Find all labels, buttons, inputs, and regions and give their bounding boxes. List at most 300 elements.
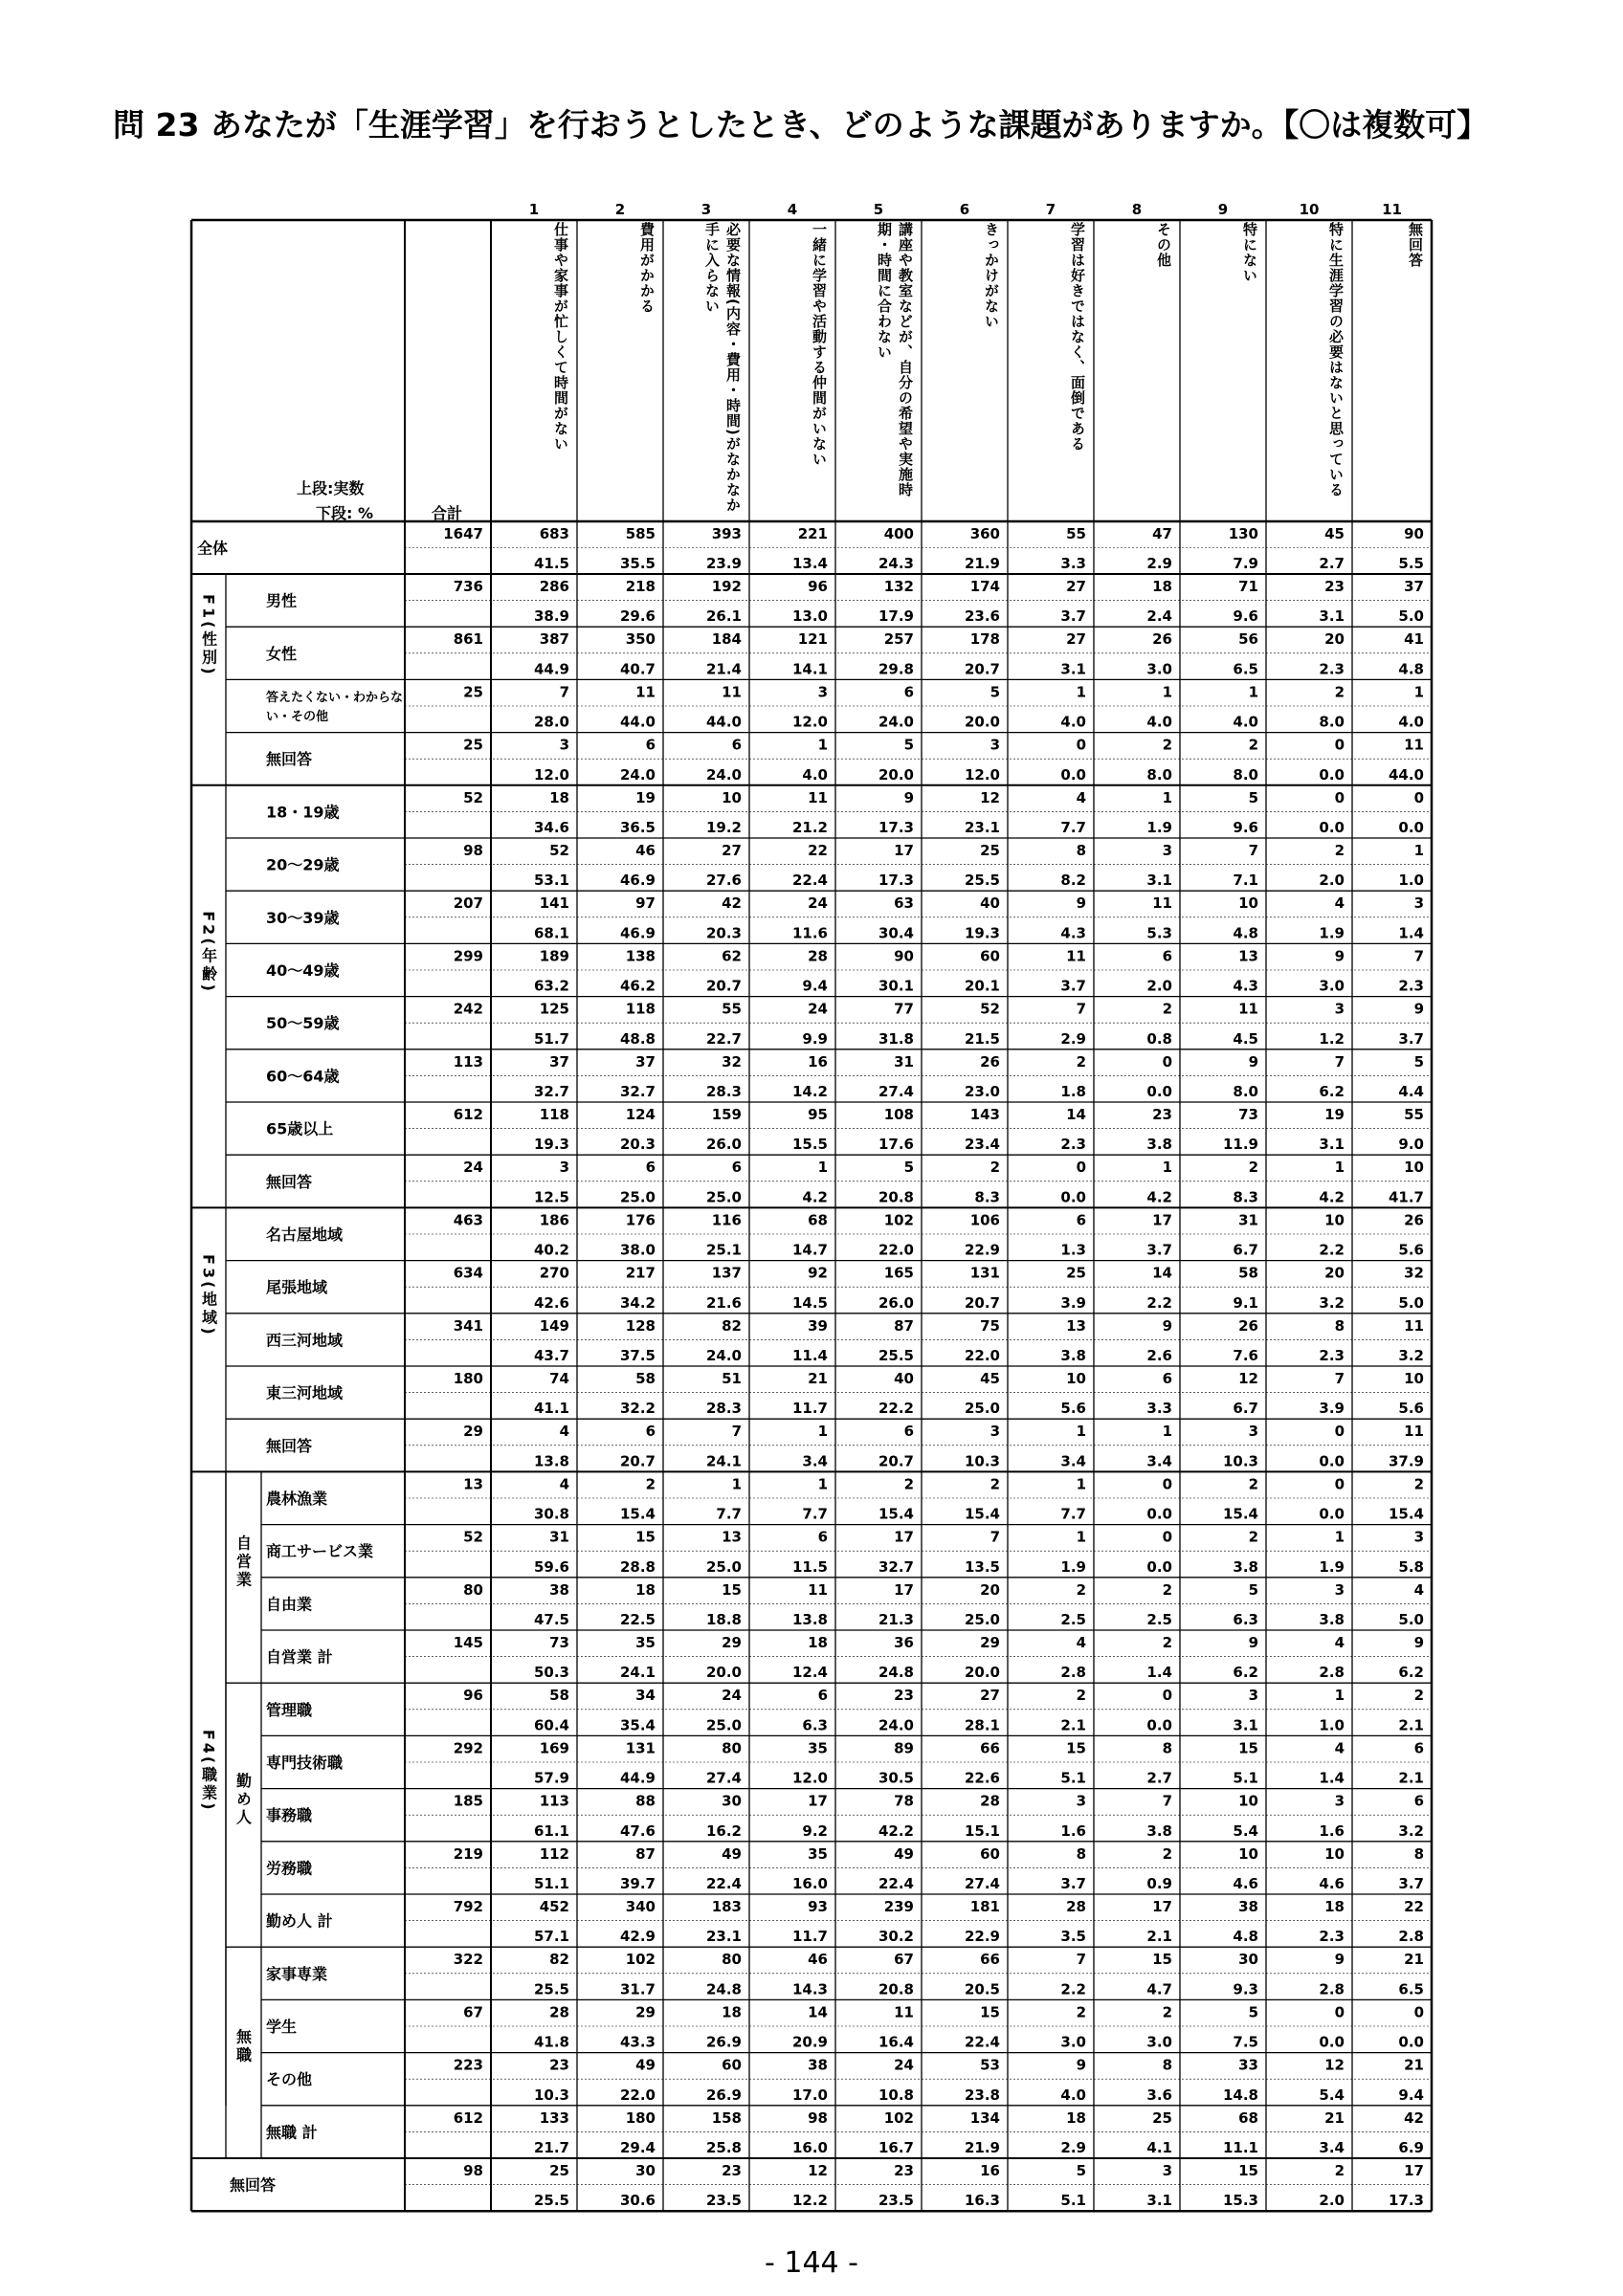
percent-value: 25.0 — [705, 1188, 742, 1206]
percent-value: 42.2 — [878, 1821, 914, 1840]
count-value: 71 — [1238, 578, 1258, 595]
count-value: 0 — [1076, 1159, 1086, 1177]
percent-value: 6.5 — [1233, 660, 1258, 678]
count-value: 11 — [1404, 1423, 1424, 1441]
count-value: 35 — [808, 1844, 828, 1863]
percent-value: 2.3 — [1319, 660, 1345, 678]
count-value: 8 — [1334, 1316, 1345, 1335]
percent-value: 3.6 — [1146, 2086, 1172, 2104]
count-value: 33 — [1238, 2056, 1258, 2074]
percent-value: 43.3 — [619, 2033, 656, 2051]
count-value: 23 — [1152, 1106, 1172, 1123]
percent-value: 25.1 — [705, 1241, 742, 1259]
percent-value: 25.5 — [878, 1347, 914, 1364]
count-value: 17 — [1152, 1211, 1172, 1229]
count-value: 2 — [645, 1475, 656, 1493]
percent-value: 22.9 — [964, 1928, 1000, 1946]
percent-value: 6.2 — [1398, 1664, 1424, 1682]
count-value: 130 — [1228, 525, 1258, 542]
row-label: 勤め人 計 — [266, 1911, 333, 1931]
percent-value: 27.4 — [964, 1875, 1000, 1892]
count-value: 25 — [1066, 1264, 1086, 1282]
percent-value: 24.0 — [705, 1347, 742, 1364]
percent-value: 21.6 — [705, 1293, 742, 1312]
percent-value: 14.2 — [791, 1083, 828, 1100]
percent-value: 21.5 — [964, 1029, 1000, 1048]
count-value: 23 — [549, 2056, 569, 2074]
percent-value: 1.4 — [1146, 1664, 1172, 1682]
count-value: 257 — [883, 630, 914, 649]
count-value: 108 — [883, 1106, 914, 1123]
percent-value: 5.8 — [1398, 1557, 1424, 1576]
count-value: 87 — [894, 1316, 914, 1335]
percent-value: 15.4 — [878, 1505, 914, 1523]
total-value: 736 — [453, 578, 483, 595]
stub-header-lower: 下段: % — [316, 504, 374, 522]
percent-value: 0.0 — [1319, 1505, 1345, 1523]
percent-value: 3.4 — [1060, 1452, 1086, 1470]
percent-value: 20.0 — [964, 1664, 1000, 1682]
percent-value: 13.4 — [791, 555, 828, 572]
percent-value: 15.5 — [791, 1136, 828, 1154]
count-value: 90 — [1404, 525, 1424, 542]
count-value: 1 — [1334, 1159, 1345, 1177]
count-value: 52 — [549, 842, 569, 859]
count-value: 27 — [1066, 630, 1086, 649]
percent-value: 22.0 — [619, 2086, 656, 2104]
count-value: 4 — [1334, 1739, 1345, 1757]
row-label: 60〜64歳 — [266, 1067, 340, 1086]
count-value: 1 — [817, 1475, 828, 1493]
count-value: 13 — [722, 1528, 742, 1546]
count-value: 23 — [894, 2162, 914, 2179]
count-value: 40 — [980, 894, 1000, 913]
percent-value: 9.3 — [1233, 1980, 1258, 1998]
count-value: 87 — [635, 1844, 656, 1863]
count-value: 180 — [625, 2108, 656, 2127]
percent-value: 21.9 — [964, 555, 1000, 572]
count-value: 10 — [1238, 1792, 1258, 1810]
percent-value: 3.4 — [1146, 1452, 1172, 1470]
count-value: 60 — [722, 2056, 742, 2074]
percent-value: 13.0 — [791, 607, 828, 626]
percent-value: 30.1 — [878, 977, 914, 995]
percent-value: 41.5 — [533, 555, 569, 572]
count-value: 10 — [722, 788, 742, 806]
total-value: 185 — [453, 1792, 483, 1810]
percent-value: 10.3 — [1222, 1452, 1258, 1470]
percent-value: 4.7 — [1146, 1980, 1172, 1998]
percent-value: 28.0 — [533, 713, 569, 731]
percent-value: 46.9 — [619, 872, 656, 890]
percent-value: 25.0 — [619, 1188, 656, 1206]
percent-value: 4.8 — [1233, 1928, 1258, 1946]
count-value: 3 — [1248, 1687, 1258, 1705]
percent-value: 57.9 — [533, 1769, 569, 1787]
percent-value: 26.0 — [878, 1293, 914, 1312]
percent-value: 23.8 — [964, 2086, 1000, 2104]
percent-value: 5.4 — [1233, 1821, 1258, 1840]
count-value: 90 — [894, 947, 914, 965]
percent-value: 0.0 — [1319, 2033, 1345, 2051]
percent-value: 4.0 — [1398, 713, 1424, 731]
percent-value: 0.8 — [1146, 1029, 1172, 1048]
count-value: 5 — [1248, 2003, 1258, 2021]
count-value: 5 — [1248, 1580, 1258, 1599]
percent-value: 28.3 — [705, 1400, 742, 1418]
percent-value: 24.0 — [878, 713, 914, 731]
count-value: 26 — [1238, 1316, 1258, 1335]
percent-value: 3.7 — [1060, 607, 1086, 626]
count-value: 14 — [1152, 1264, 1172, 1282]
count-value: 2 — [1162, 1000, 1172, 1018]
percent-value: 8.0 — [1146, 765, 1172, 784]
total-value: 634 — [453, 1264, 483, 1282]
percent-value: 9.1 — [1233, 1293, 1258, 1312]
count-value: 2 — [1162, 1580, 1172, 1599]
percent-value: 3.7 — [1398, 1875, 1424, 1892]
percent-value: 3.4 — [1319, 2139, 1345, 2156]
percent-value: 4.0 — [802, 765, 828, 784]
percent-value: 48.8 — [619, 1029, 656, 1048]
percent-value: 10.8 — [878, 2086, 914, 2104]
percent-value: 11.7 — [791, 1400, 828, 1418]
count-value: 49 — [722, 1844, 742, 1863]
count-value: 46 — [808, 1951, 828, 1969]
percent-value: 20.7 — [619, 1452, 656, 1470]
row-label: 無回答 — [266, 1172, 313, 1191]
percent-value: 24.0 — [619, 765, 656, 784]
count-value: 39 — [808, 1316, 828, 1335]
count-value: 3 — [817, 683, 828, 701]
stub-header-upper: 上段:実数 — [297, 479, 365, 497]
percent-value: 39.7 — [619, 1875, 656, 1892]
percent-value: 20.7 — [705, 977, 742, 995]
count-value: 25 — [549, 2162, 569, 2179]
count-value: 60 — [980, 1844, 1000, 1863]
percent-value: 7.7 — [716, 1505, 742, 1523]
count-value: 270 — [539, 1264, 569, 1282]
count-value: 25 — [980, 842, 1000, 859]
group-label: F4(職業) — [199, 1729, 218, 1813]
percent-value: 27.6 — [705, 872, 742, 890]
percent-value: 24.3 — [878, 555, 914, 572]
count-value: 49 — [894, 1844, 914, 1863]
count-value: 58 — [1238, 1264, 1258, 1282]
percent-value: 4.8 — [1398, 660, 1424, 678]
count-value: 58 — [549, 1687, 569, 1705]
column-header: 一緒に学習や活動する仲間がいない — [811, 222, 828, 467]
percent-value: 26.9 — [705, 2033, 742, 2051]
count-value: 77 — [894, 1000, 914, 1018]
count-value: 80 — [722, 1951, 742, 1969]
row-label: 専門技術職 — [266, 1754, 344, 1772]
percent-value: 8.2 — [1060, 872, 1086, 890]
percent-value: 1.6 — [1060, 1821, 1086, 1840]
count-value: 3 — [1162, 2162, 1172, 2179]
count-value: 12 — [1324, 2056, 1345, 2074]
percent-value: 32.7 — [533, 1083, 569, 1100]
percent-value: 23.5 — [878, 2192, 914, 2210]
percent-value: 16.0 — [791, 2139, 828, 2156]
count-value: 0 — [1334, 1475, 1345, 1493]
percent-value: 2.8 — [1398, 1928, 1424, 1946]
count-value: 7 — [1162, 1792, 1172, 1810]
percent-value: 15.4 — [619, 1505, 656, 1523]
row-label: 65歳以上 — [266, 1119, 334, 1138]
count-value: 6 — [731, 736, 742, 754]
row-label: 事務職 — [266, 1806, 313, 1825]
percent-value: 8.3 — [1233, 1188, 1258, 1206]
percent-value: 20.8 — [878, 1980, 914, 1998]
count-value: 27 — [722, 842, 742, 859]
count-value: 4 — [1334, 1634, 1345, 1651]
count-value: 80 — [722, 1739, 742, 1757]
count-value: 11 — [894, 2003, 914, 2021]
percent-value: 22.5 — [619, 1611, 656, 1628]
percent-value: 51.1 — [533, 1875, 569, 1892]
count-value: 11 — [722, 683, 742, 701]
count-value: 31 — [1238, 1211, 1258, 1229]
column-header: 必要な情報(内容・費用・時間)がなかなか手に入らない — [703, 222, 742, 513]
percent-value: 2.1 — [1398, 1769, 1424, 1787]
count-value: 1 — [1334, 1528, 1345, 1546]
count-value: 239 — [883, 1898, 914, 1915]
percent-value: 11.5 — [791, 1557, 828, 1576]
total-value: 180 — [453, 1370, 483, 1387]
percent-value: 15.4 — [1388, 1505, 1424, 1523]
percent-value: 2.3 — [1319, 1928, 1345, 1946]
count-value: 24 — [894, 2056, 914, 2074]
percent-value: 2.8 — [1060, 1664, 1086, 1682]
count-value: 2 — [1076, 1580, 1086, 1599]
percent-value: 2.1 — [1060, 1716, 1086, 1734]
count-value: 3 — [559, 736, 569, 754]
column-number: 2 — [614, 201, 626, 218]
count-value: 6 — [645, 1423, 656, 1441]
row-label: 30〜39歳 — [266, 908, 340, 927]
percent-value: 15.4 — [1222, 1505, 1258, 1523]
row-label: 自営業 計 — [266, 1647, 333, 1667]
percent-value: 0.0 — [1319, 1452, 1345, 1470]
count-value: 42 — [1404, 2108, 1424, 2127]
percent-value: 0.0 — [1060, 765, 1086, 784]
percent-value: 26.1 — [705, 607, 742, 626]
count-value: 0 — [1413, 2003, 1424, 2021]
percent-value: 12.0 — [791, 1769, 828, 1787]
count-value: 2 — [1334, 683, 1345, 701]
count-value: 68 — [1238, 2108, 1258, 2127]
count-value: 4 — [559, 1423, 569, 1441]
count-value: 2 — [1162, 1844, 1172, 1863]
percent-value: 26.0 — [705, 1136, 742, 1154]
percent-value: 7.9 — [1233, 555, 1258, 572]
count-value: 3 — [1248, 1423, 1258, 1441]
count-value: 3 — [559, 1159, 569, 1177]
total-value: 612 — [453, 2108, 483, 2127]
total-value: 612 — [453, 1106, 483, 1123]
count-value: 158 — [711, 2108, 742, 2127]
percent-value: 3.0 — [1060, 2033, 1086, 2051]
count-value: 13 — [1238, 947, 1258, 965]
count-value: 3 — [1334, 1000, 1345, 1018]
row-label: 無回答 — [230, 2175, 277, 2195]
row-label: その他 — [266, 2070, 313, 2089]
percent-value: 25.0 — [705, 1557, 742, 1576]
row-label: 学生 — [266, 2018, 298, 2036]
percent-value: 0.0 — [1146, 1716, 1172, 1734]
percent-value: 1.6 — [1319, 1821, 1345, 1840]
total-value: 861 — [453, 630, 483, 649]
percent-value: 11.7 — [791, 1928, 828, 1946]
percent-value: 34.6 — [533, 819, 569, 836]
percent-value: 25.5 — [533, 2192, 569, 2210]
percent-value: 25.0 — [705, 1716, 742, 1734]
percent-value: 2.0 — [1146, 977, 1172, 995]
count-value: 31 — [894, 1052, 914, 1071]
percent-value: 4.4 — [1398, 1083, 1424, 1100]
count-value: 35 — [808, 1739, 828, 1757]
percent-value: 30.4 — [878, 924, 914, 942]
count-value: 2 — [903, 1475, 914, 1493]
percent-value: 9.0 — [1398, 1136, 1424, 1154]
count-value: 15 — [1238, 2162, 1258, 2179]
count-value: 131 — [969, 1264, 1000, 1282]
count-value: 15 — [1152, 1951, 1172, 1969]
count-value: 13 — [1066, 1316, 1086, 1335]
count-value: 20 — [1324, 630, 1345, 649]
count-value: 18 — [549, 788, 569, 806]
count-value: 12 — [980, 788, 1000, 806]
count-value: 10 — [1238, 894, 1258, 913]
percent-value: 22.7 — [705, 1029, 742, 1048]
percent-value: 14.7 — [791, 1241, 828, 1259]
count-value: 138 — [625, 947, 656, 965]
percent-value: 20.3 — [619, 1136, 656, 1154]
count-value: 186 — [539, 1211, 569, 1229]
count-value: 82 — [549, 1951, 569, 1969]
percent-value: 29.8 — [878, 660, 914, 678]
count-value: 40 — [894, 1370, 914, 1387]
count-value: 30 — [635, 2162, 656, 2179]
count-value: 18 — [1324, 1898, 1345, 1915]
count-value: 15 — [980, 2003, 1000, 2021]
count-value: 176 — [625, 1211, 656, 1229]
total-value: 792 — [453, 1898, 483, 1915]
count-value: 28 — [980, 1792, 1000, 1810]
count-value: 22 — [1404, 1898, 1424, 1915]
count-value: 11 — [1238, 1000, 1258, 1018]
count-value: 7 — [1248, 842, 1258, 859]
count-value: 5 — [903, 736, 914, 754]
count-value: 11 — [1152, 894, 1172, 913]
percent-value: 1.2 — [1319, 1029, 1345, 1048]
count-value: 32 — [1404, 1264, 1424, 1282]
count-value: 9 — [1076, 2056, 1086, 2074]
count-value: 92 — [808, 1264, 828, 1282]
percent-value: 21.4 — [705, 660, 742, 678]
column-number: 5 — [873, 201, 884, 218]
count-value: 8 — [1413, 1844, 1424, 1863]
count-value: 11 — [808, 1580, 828, 1599]
count-value: 3 — [1413, 1528, 1424, 1546]
percent-value: 25.8 — [705, 2139, 742, 2156]
total-value: 113 — [453, 1052, 483, 1071]
percent-value: 4.3 — [1233, 977, 1258, 995]
count-value: 0 — [1334, 1423, 1345, 1441]
column-number: 9 — [1217, 201, 1229, 218]
percent-value: 7.7 — [802, 1505, 828, 1523]
count-value: 1 — [1076, 1528, 1086, 1546]
percent-value: 6.5 — [1398, 1980, 1424, 1998]
percent-value: 4.0 — [1060, 2086, 1086, 2104]
percent-value: 21.9 — [964, 2139, 1000, 2156]
count-value: 106 — [969, 1211, 1000, 1229]
percent-value: 60.4 — [533, 1716, 569, 1734]
percent-value: 44.9 — [533, 660, 569, 678]
count-value: 393 — [711, 525, 742, 542]
count-value: 2 — [1248, 1475, 1258, 1493]
row-label: 名古屋地域 — [266, 1225, 344, 1244]
count-value: 141 — [539, 894, 569, 913]
count-value: 4 — [559, 1475, 569, 1493]
count-value: 286 — [539, 578, 569, 595]
total-value: 98 — [463, 842, 483, 859]
percent-value: 9.6 — [1233, 607, 1258, 626]
count-value: 0 — [1162, 1052, 1172, 1071]
count-value: 23 — [722, 2162, 742, 2179]
count-value: 38 — [808, 2056, 828, 2074]
percent-value: 6.9 — [1398, 2139, 1424, 2156]
percent-value: 1.3 — [1060, 1241, 1086, 1259]
percent-value: 20.5 — [964, 1980, 1000, 1998]
count-value: 26 — [1404, 1211, 1424, 1229]
percent-value: 3.0 — [1146, 660, 1172, 678]
column-number: 7 — [1045, 201, 1056, 218]
percent-value: 9.4 — [802, 977, 828, 995]
count-value: 53 — [980, 2056, 1000, 2074]
count-value: 9 — [903, 788, 914, 806]
row-label-cont: い・その他 — [266, 710, 329, 724]
percent-value: 3.8 — [1319, 1611, 1345, 1628]
percent-value: 2.5 — [1146, 1611, 1172, 1628]
count-value: 0 — [1076, 736, 1086, 754]
count-value: 340 — [625, 1898, 656, 1915]
percent-value: 2.0 — [1319, 2192, 1345, 2210]
count-value: 9 — [1413, 1634, 1424, 1651]
count-value: 30 — [722, 1792, 742, 1810]
percent-value: 0.0 — [1319, 819, 1345, 836]
count-value: 137 — [711, 1264, 742, 1282]
count-value: 28 — [1066, 1898, 1086, 1915]
count-value: 18 — [808, 1634, 828, 1651]
percent-value: 0.0 — [1398, 2033, 1424, 2051]
percent-value: 26.9 — [705, 2086, 742, 2104]
count-value: 15 — [1066, 1739, 1086, 1757]
count-value: 11 — [808, 788, 828, 806]
count-value: 1 — [1413, 842, 1424, 859]
count-value: 18 — [635, 1580, 656, 1599]
percent-value: 5.4 — [1319, 2086, 1345, 2104]
percent-value: 37.5 — [619, 1347, 656, 1364]
count-value: 6 — [645, 1159, 656, 1177]
percent-value: 44.9 — [619, 1769, 656, 1787]
count-value: 6 — [1413, 1739, 1424, 1757]
percent-value: 4.0 — [1233, 713, 1258, 731]
percent-value: 2.4 — [1146, 607, 1172, 626]
question-title: 問 23 あなたが「生涯学習」を行おうとしたとき、どのような課題がありますか。【〇は複数可】 — [113, 106, 1489, 144]
total-value: 96 — [463, 1687, 483, 1705]
